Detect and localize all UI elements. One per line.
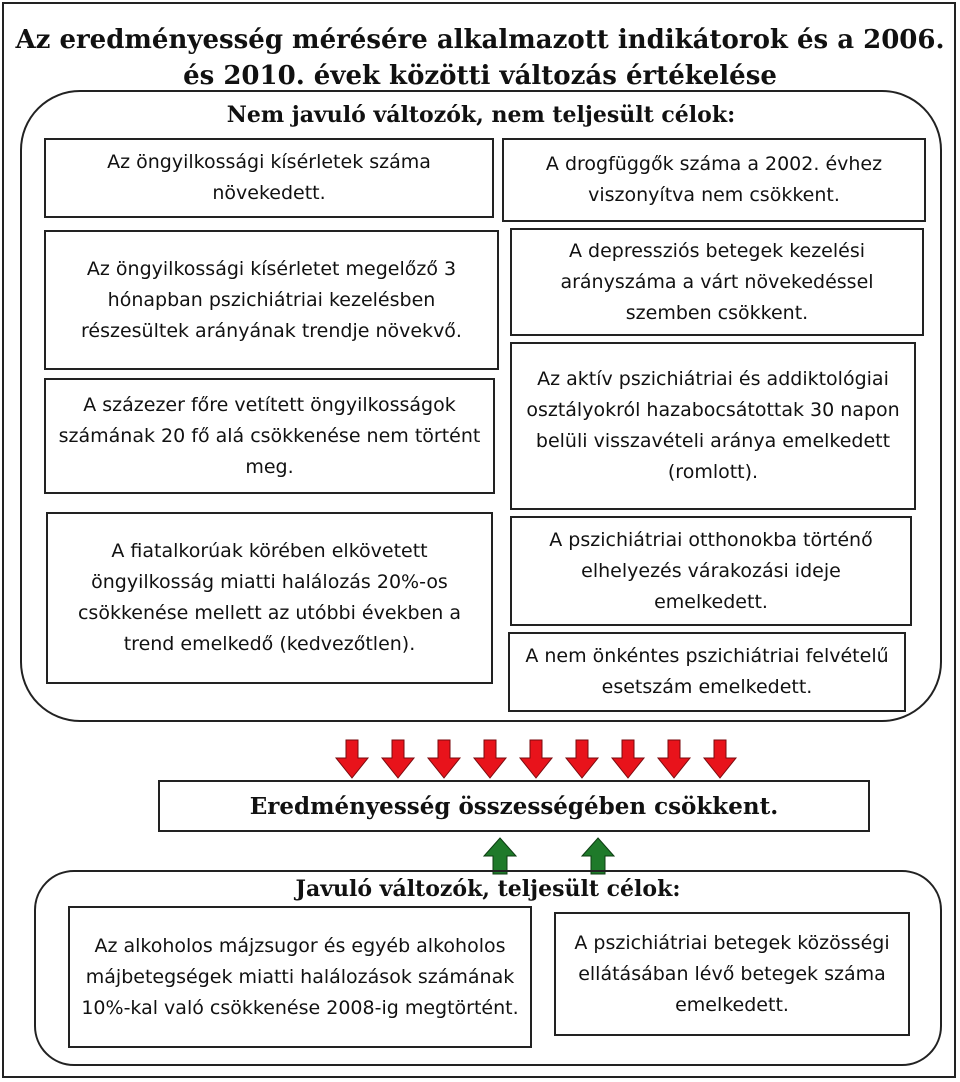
red-down-arrow-icon [566, 740, 598, 778]
red-down-arrow-icon [382, 740, 414, 778]
red-down-arrow-icon [520, 740, 552, 778]
positive-box-2: A pszichiátriai betegek közösségi ellátásában lévő betegek száma emelkedett. [554, 912, 910, 1036]
green-up-arrow-icon [582, 838, 614, 874]
negative-left-box-1: Az öngyilkossági kísérletek száma növekedett. [44, 138, 494, 218]
red-down-arrow-icon [612, 740, 644, 778]
positive-group-heading: Javuló változók, teljesült célok: [295, 876, 681, 902]
result-box: Eredményesség összességében csökkent. [158, 780, 870, 832]
title-line-2: és 2010. évek közötti változás értékelése [183, 61, 777, 91]
red-down-arrow-icon [474, 740, 506, 778]
negative-group-heading: Nem javuló változók, nem teljesült célok: [226, 102, 736, 128]
negative-right-box-1: A drogfüggők száma a 2002. évhez viszonyítva nem csökkent. [502, 138, 926, 222]
positive-box-1: Az alkoholos májzsugor és egyéb alkoholos májbetegségek miatti halálozások számának 10%-kal való csökkenése 2008-ig megtörtént. [68, 906, 532, 1048]
negative-right-box-5: A nem önkéntes pszichiátriai felvételű esetszám emelkedett. [508, 632, 906, 712]
red-arrows [330, 738, 740, 780]
title-line-1: Az eredményesség mérésére alkalmazott indikátorok és a 2006. [15, 25, 945, 55]
negative-left-box-3: A százezer főre vetített öngyilkosságok számának 20 fő alá csökkenése nem történt meg. [44, 378, 495, 494]
negative-left-box-2: Az öngyilkossági kísérletet megelőző 3 hónapban pszichiátriai kezelésben részesültek arányának trendje növekvő. [44, 230, 499, 370]
red-down-arrow-icon [336, 740, 368, 778]
negative-left-box-4: A fiatalkorúak körében elkövetett öngyilkosság miatti halálozás 20%-os csökkenése mellett az utóbbi években a trend emelkedő (kedvezőtlen). [46, 512, 493, 684]
green-up-arrow-icon [484, 838, 516, 874]
red-down-arrow-icon [658, 740, 690, 778]
red-down-arrow-icon [428, 740, 460, 778]
red-down-arrow-icon [704, 740, 736, 778]
negative-right-box-2: A depressziós betegek kezelési arányszáma a várt növekedéssel szemben csökkent. [510, 228, 924, 336]
negative-right-box-4: A pszichiátriai otthonokba történő elhelyezés várakozási ideje emelkedett. [510, 516, 912, 626]
diagram-title [10, 22, 950, 94]
negative-right-box-3: Az aktív pszichiátriai és addiktológiai osztályokról hazabocsátottak 30 napon belüli visszavételi aránya emelkedett (romlott). [510, 342, 916, 510]
